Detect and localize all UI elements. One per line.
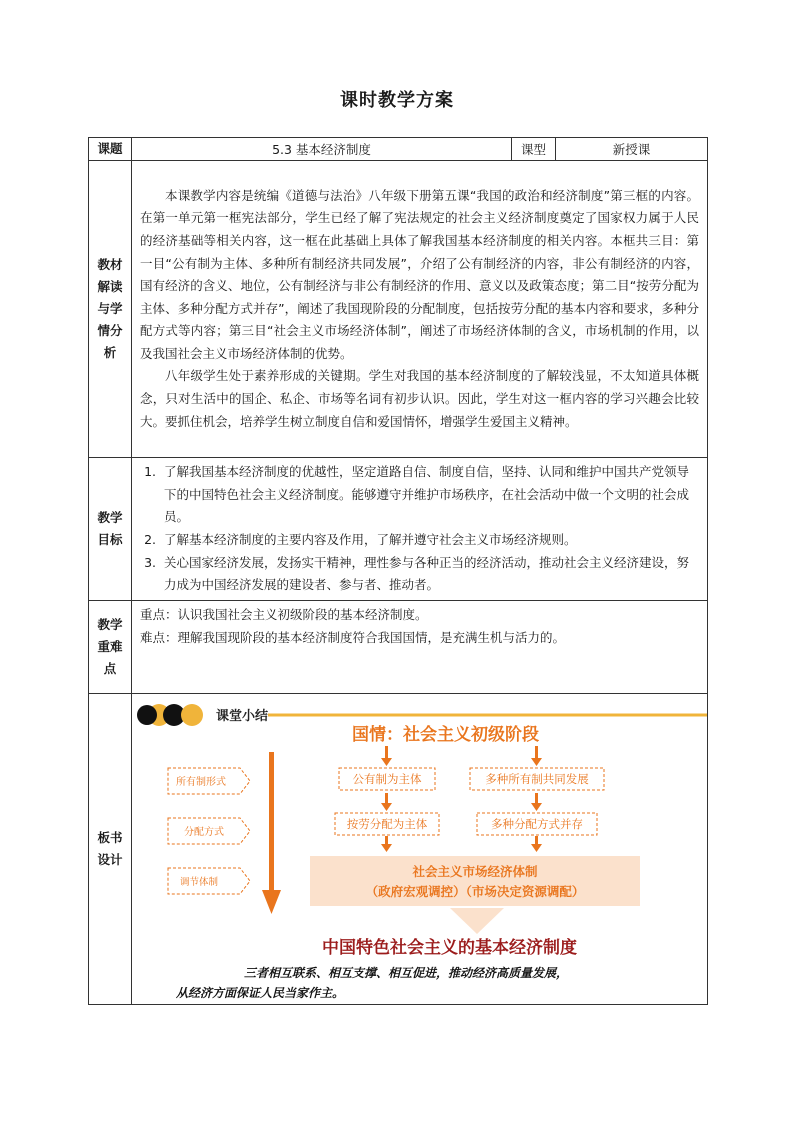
- goals-label: 教学 目标: [89, 458, 132, 601]
- goals-content: [132, 458, 708, 601]
- ownership-multi-text: 多种所有制共同发展: [485, 772, 589, 786]
- national-condition-title: 国情：社会主义初级阶段: [352, 725, 539, 745]
- goal-item: 1. 了解我国基本经济制度的优越性，坚定道路自信、制度自信，坚持、认同和维护中国共产党领导下的中国特色社会主义经济制度。能够遵守并维护市场秩序，在社会活动中做一个文明的社会成员。: [160, 461, 699, 529]
- key-points-content: [132, 601, 708, 694]
- key-points-row: [89, 601, 708, 694]
- conclusion-text: 中国特色社会主义的基本经济制度: [322, 938, 577, 958]
- focus-text: 重点：认识我国社会主义初级阶段的基本经济制度。: [140, 607, 428, 622]
- difficulty-text: 难点：理解我国现阶段的基本经济制度符合我国国情，是充满生机与活力的。: [140, 629, 566, 645]
- banner-title: 课堂小结: [216, 709, 269, 724]
- distribution-main-text: 按劳分配为主体: [346, 817, 428, 831]
- key-points-label: 教学 重难 点: [89, 601, 132, 694]
- goal-item: 2. 了解基本经济制度的主要内容及作用，了解并遵守社会主义市场经济规则。: [160, 529, 699, 552]
- document-title: 课时教学方案: [340, 90, 454, 111]
- svg-text:分配方式: 分配方式: [184, 827, 224, 838]
- type-label: 课型: [512, 138, 556, 161]
- left-label-distribution: [168, 818, 250, 844]
- down-arrow-icon: [262, 752, 281, 914]
- type-value: 新授课: [556, 138, 708, 161]
- board-design: [132, 694, 708, 1005]
- analysis-paragraph-1: 本课教学内容是统编《道德与法治》八年级下册第五课“我国的政治和经济制度”第三框的内容。在第一单元第一框宪法部分，学生已经了解了宪法规定的社会主义经济制度奠定了国家权力属于人民的经济基础等相关内容，这一框在此基础上具体了解我国基本经济制度的相关内容。本框共三目：第一目“公有制为主体、多种所有制经济共同发展”，介绍了公有制经济的内容，非公有制经济的内容，国有经济的含义、地位，公有制经济与非公有制经济的作用、意义以及政策态度；第二目“按劳分配为主体、多种分配方式并存”，阐述了我国现阶段的分配制度，包括按劳分配的基本内容和要求，多种分配方式等内容；第三目“社会主义市场经济体制”，阐述了市场经济体制的含义，市场机制的作用，以及我国社会主义市场经济体制的优势。: [140, 187, 699, 361]
- topic-label: 课题: [89, 138, 132, 161]
- ownership-main-text: 公有制为主体: [352, 772, 422, 786]
- analysis-label: 教材 解读 与学 情分 析: [89, 161, 132, 458]
- analysis-row: [89, 161, 708, 458]
- goal-item: 3. 关心国家经济发展，发扬实干精神，理性参与各种正当的经济活动，推动社会主义经济建设，努力成为中国经济发展的建设者、参与者、推动者。: [160, 552, 699, 597]
- market-title: 社会主义市场经济体制: [412, 864, 538, 879]
- pointer-triangle: [450, 908, 504, 934]
- banner-circles-icon: [137, 704, 203, 726]
- board-diagram: [132, 694, 707, 1004]
- market-subtitle: （政府宏观调控）（市场决定资源调配）: [365, 884, 585, 899]
- topic-value: 5.3 基本经济制度: [132, 138, 512, 161]
- lesson-plan-table: [88, 137, 708, 1005]
- flow-arrows: [381, 746, 542, 852]
- goals-list: [140, 461, 699, 597]
- header-row: [89, 138, 708, 161]
- summary-line-2: 从经济方面保证人民当家作主。: [176, 986, 345, 1000]
- left-label-ownership: [168, 768, 250, 794]
- svg-text:调节体制: 调节体制: [180, 877, 219, 888]
- distribution-multi-text: 多种分配方式并存: [491, 817, 583, 831]
- summary-line-1: 三者相互联系、相互支撑、相互促进，推动经济高质量发展，: [244, 966, 569, 980]
- left-label-regulation: [168, 868, 250, 894]
- goals-row: [89, 458, 708, 601]
- analysis-content: [132, 161, 708, 458]
- analysis-paragraph-2: 八年级学生处于素养形成的关键期。学生对我国的基本经济制度的了解较浅显，不太知道具体概念，只对生活中的国企、私企、市场等名词有初步认识。因此，学生对这一框内容的学习兴趣会比较大。要抓住机会，培养学生树立制度自信和爱国情怀，增强学生爱国主义精神。: [140, 368, 699, 429]
- board-row: [89, 694, 708, 1005]
- svg-text:所有制形式: 所有制形式: [176, 777, 226, 788]
- board-label: 板书 设计: [89, 694, 132, 1005]
